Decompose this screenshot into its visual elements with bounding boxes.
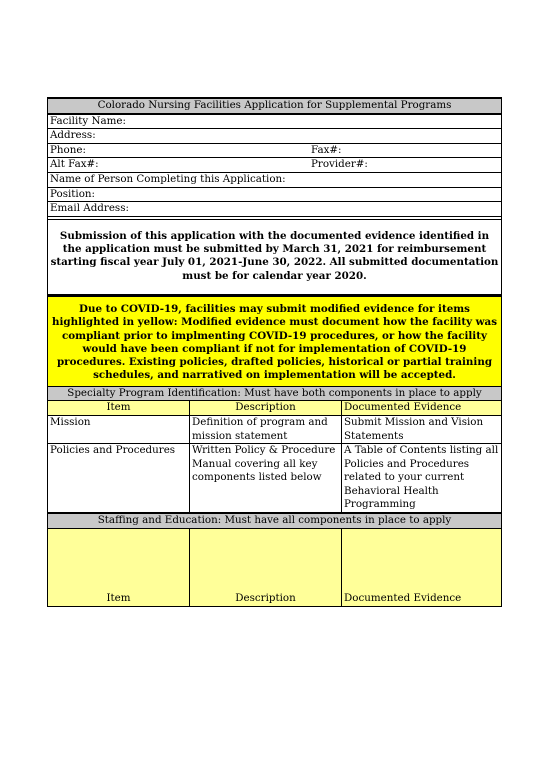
table-row — [48, 416, 501, 444]
alt-fax-label: Alt Fax#: — [50, 158, 99, 171]
phone-fax-row — [48, 144, 501, 159]
form-title-row — [48, 98, 501, 115]
column-header-description: Description — [190, 401, 342, 415]
position-label: Position: — [50, 187, 96, 200]
facility-name-row — [48, 115, 501, 130]
fax-label: Fax#: — [311, 143, 342, 156]
provider-label: Provider#: — [311, 158, 368, 171]
staffing-column-headers — [48, 529, 501, 607]
email-label: Email Address: — [50, 202, 129, 215]
row-item: Mission — [48, 416, 190, 443]
person-completing-label: Name of Person Completing this Application: — [50, 172, 286, 185]
application-form — [47, 97, 502, 607]
email-field[interactable] — [131, 202, 501, 216]
position-row — [48, 188, 501, 203]
facility-name-label: Facility Name: — [50, 114, 126, 127]
staffing-header-evidence: Documented Evidence — [344, 592, 462, 605]
staffing-heading: Staffing and Education: Must have all components in place to apply — [97, 514, 452, 527]
submission-notice: Submission of this application with the documented evidence identified in the application must be submitted by March 31, 2021 for reimbursement starting fiscal year July 01, 2021-June 30, 2022. All submitted documentation must be for calendar year 2020. — [48, 220, 501, 296]
address-row — [48, 129, 501, 144]
specialty-heading: Specialty Program Identification: Must have both components in place to apply — [67, 386, 482, 399]
row-item: Policies and Procedures — [48, 444, 190, 512]
staffing-heading-row — [48, 513, 501, 529]
address-field[interactable] — [98, 129, 501, 143]
email-row — [48, 202, 501, 217]
position-field[interactable] — [97, 188, 501, 202]
address-label: Address: — [50, 129, 96, 142]
altfax-provider-row — [48, 158, 501, 173]
staffing-header-description: Description — [190, 529, 342, 606]
staffing-header-item: Item — [48, 529, 190, 606]
facility-name-field[interactable] — [128, 115, 501, 129]
table-row — [48, 444, 501, 513]
specialty-column-headers — [48, 401, 501, 416]
person-completing-field[interactable] — [288, 173, 501, 187]
row-description: Definition of program and mission statement — [190, 416, 342, 443]
column-header-evidence: Documented Evidence — [344, 401, 462, 414]
form-title: Colorado Nursing Facilities Application for Supplemental Programs — [97, 99, 452, 111]
row-description: Written Policy & Procedure Manual covering all key components listed below — [190, 444, 342, 512]
row-evidence: A Table of Contents listing all Policies and Procedures related to your current Behavioral Health Programming — [344, 444, 499, 511]
column-header-item: Item — [48, 401, 190, 415]
row-evidence: Submit Mission and Vision Statements — [344, 415, 484, 442]
phone-label: Phone: — [50, 143, 86, 156]
person-completing-row — [48, 173, 501, 188]
specialty-heading-row — [48, 387, 501, 402]
covid-notice: Due to COVID-19, facilities may submit modified evidence for items highlighted in yellow: Modified evidence must document how the facility was compliant prior to implmenting COVID-19 procedures, or how the facility would have been compliant if not for implementation of COVID-19 procedures. Existing policies, drafted policies, historical or partial training schedules, and narratived on implementation will be accepted. — [48, 296, 501, 387]
